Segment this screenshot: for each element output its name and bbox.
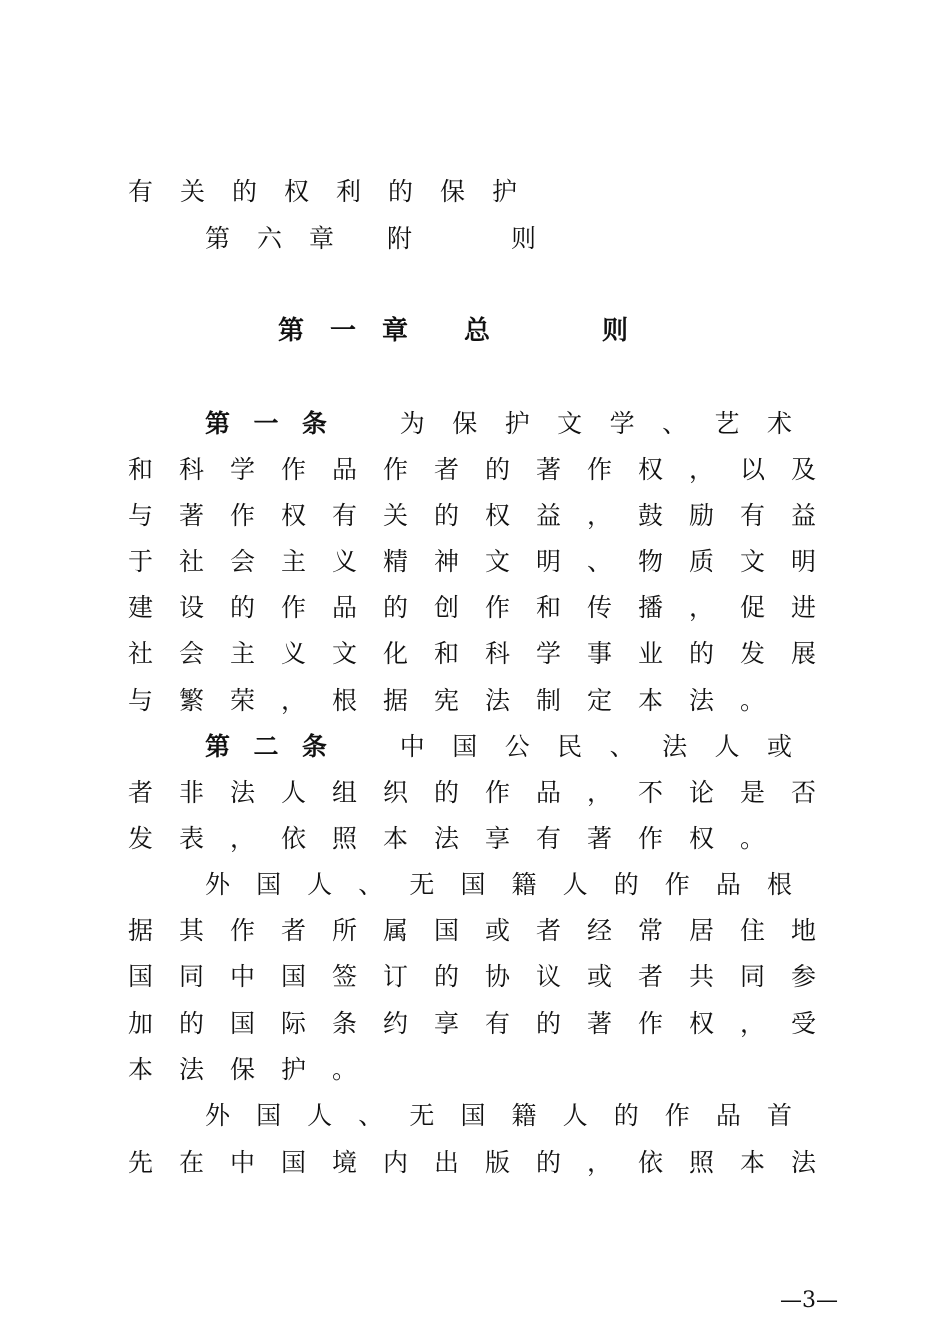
- toc-line-continuation: 有关的权利的保护: [128, 177, 545, 206]
- toc-chapter-6-number: 第六章: [205, 224, 362, 253]
- article-1-line: 建设的作品的创作和传播，促进: [128, 593, 843, 622]
- chapter-1-title-1: 总: [464, 316, 517, 346]
- chapter-1-number: 第一章: [278, 316, 435, 346]
- article-2-first-line: [205, 732, 818, 762]
- article-2-para-2-line: 加的国际条约享有的著作权，受: [128, 1009, 843, 1038]
- article-1-line: 于社会主义精神文明、物质文明: [128, 547, 843, 576]
- article-2-line: 者非法人组织的作品，不论是否: [128, 778, 843, 807]
- article-2-para-3-first: 外国人、无国籍人的作品首: [205, 1101, 818, 1130]
- article-2-para-2-line-last: 本法保护。: [128, 1055, 384, 1084]
- toc-chapter-6-title-2: 则: [511, 224, 564, 253]
- article-1-line: 社会主义文化和科学事业的发展: [128, 639, 843, 668]
- article-1-line: 与著作权有关的权益，鼓励有益: [128, 501, 843, 530]
- article-1-first-text: 为保护文学、艺术: [398, 409, 818, 438]
- article-2-first-text: 中国公民、法人或: [398, 732, 818, 761]
- article-2-para-2-line: 国同中国签订的协议或者共同参: [128, 962, 843, 991]
- chapter-1-title-2: 则: [602, 316, 655, 346]
- article-1-label: 第一条: [205, 409, 351, 438]
- article-2-label: 第二条: [205, 732, 351, 761]
- article-1-line-last: 与繁荣，根据宪法制定本法。: [128, 686, 792, 715]
- article-2-para-2-line: 据其作者所属国或者经常居住地: [128, 916, 843, 945]
- chapter-1-heading: [278, 316, 950, 346]
- toc-chapter-6-title-1: 附: [387, 224, 440, 253]
- toc-chapter-6: [205, 224, 895, 254]
- article-2-para-3-line: 先在中国境内出版的，依照本法: [128, 1148, 843, 1177]
- article-2-para-2-first: 外国人、无国籍人的作品根: [205, 870, 818, 899]
- article-1-first-line: [205, 409, 818, 439]
- article-1-line: 和科学作品作者的著作权，以及: [128, 455, 843, 484]
- article-2-line-last: 发表，依照本法享有著作权。: [128, 824, 792, 853]
- page-number: —3—: [780, 1288, 838, 1313]
